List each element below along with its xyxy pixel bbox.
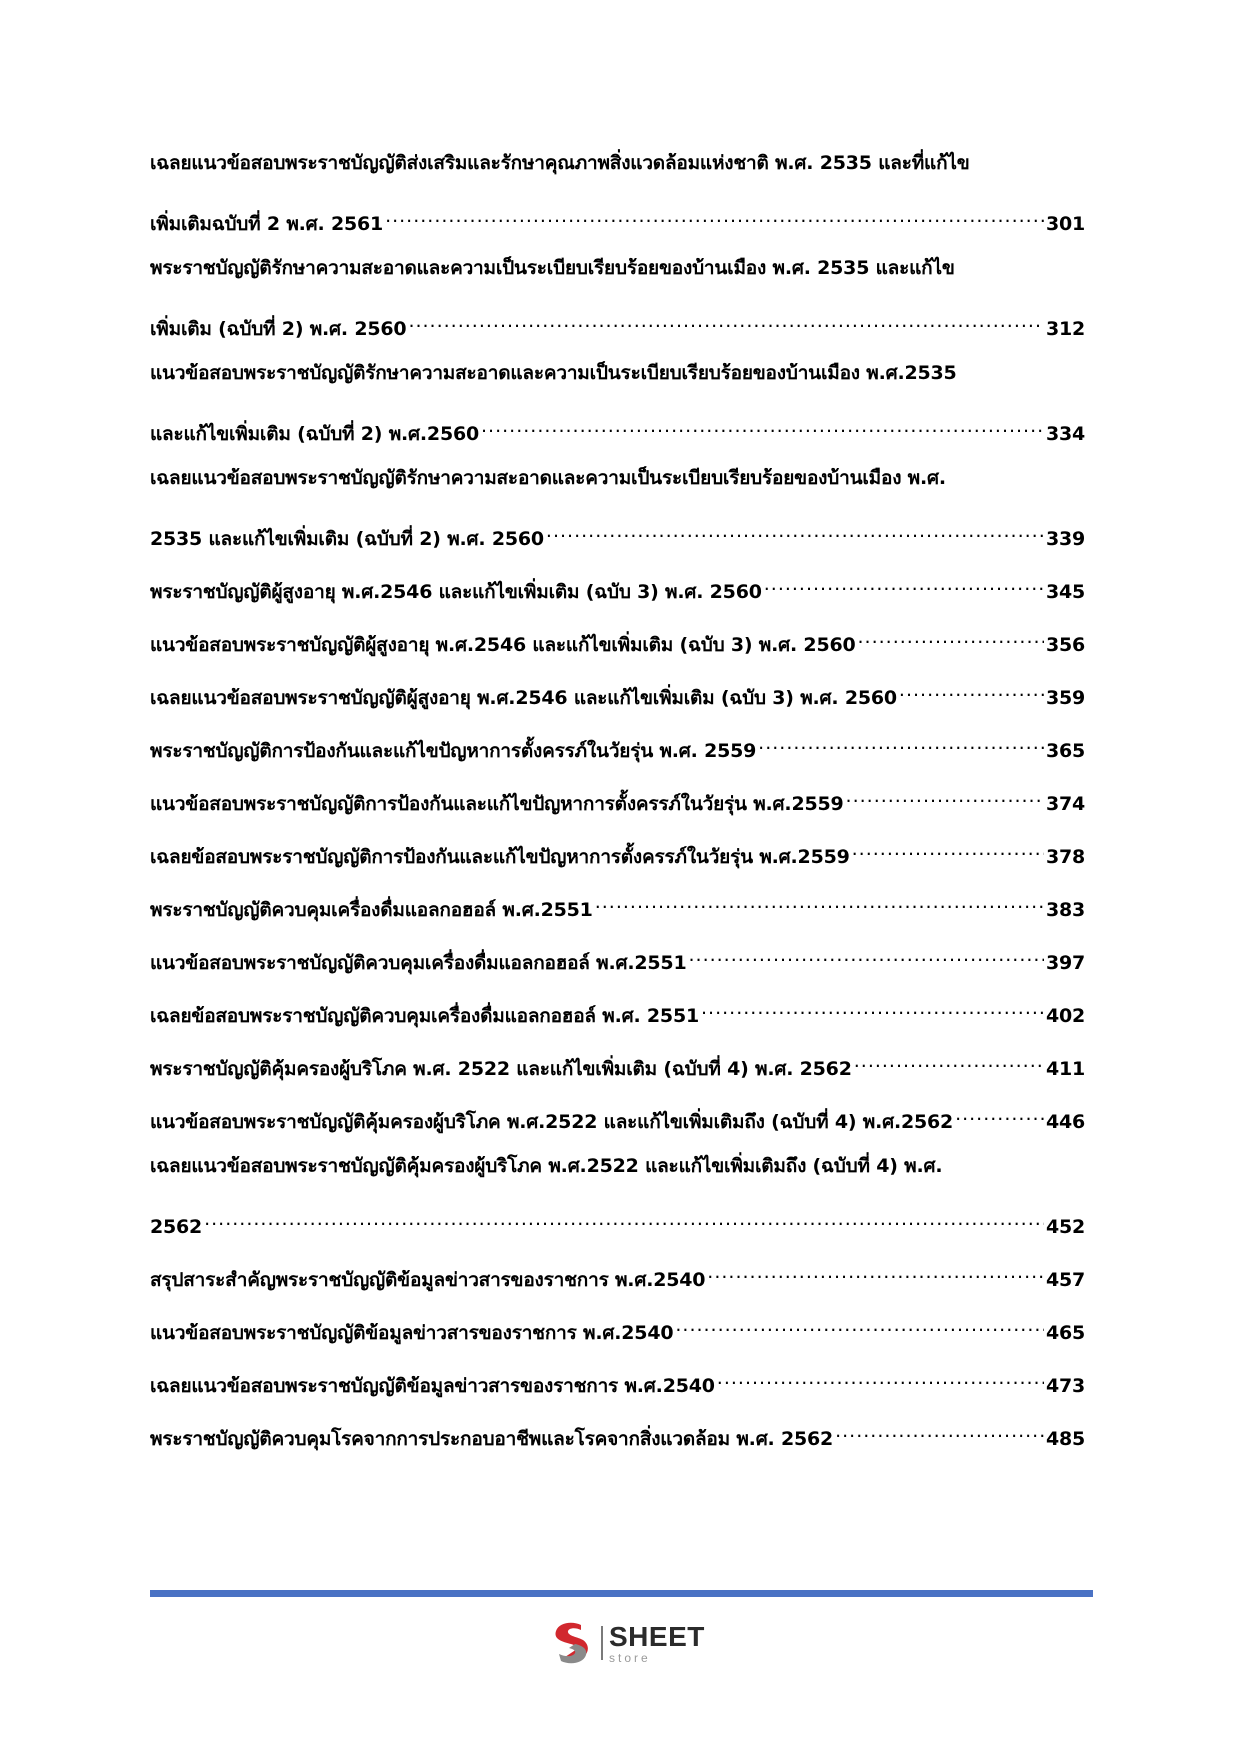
toc-entry[interactable] xyxy=(150,253,1085,340)
dot-leader xyxy=(595,886,1044,916)
dot-leader xyxy=(707,1256,1044,1286)
toc-entry-title-cont: เพิ่มเติมฉบับที่ 2 พ.ศ. 2561 xyxy=(150,213,384,235)
toc-page-number: 473 xyxy=(1045,1375,1085,1397)
logo-sub-text: store xyxy=(609,1650,651,1665)
toc-entry[interactable] xyxy=(150,727,1085,762)
dot-leader xyxy=(701,992,1044,1022)
toc-entry[interactable] xyxy=(150,833,1085,868)
dot-leader xyxy=(546,515,1044,545)
toc-entry[interactable] xyxy=(150,992,1085,1027)
toc-entry-title-cont: และแก้ไขเพิ่มเติม (ฉบับที่ 2) พ.ศ.2560 xyxy=(150,423,480,445)
toc-entry-title: พระราชบัญญัติควบคุมเครื่องดื่มแอลกอฮอล์ พ.ศ.2551 xyxy=(150,899,593,921)
toc-entry-title-cont: 2562 xyxy=(150,1216,203,1238)
toc-entry-title: เฉลยข้อสอบพระราชบัญญัติควบคุมเครื่องดื่มแอลกอฮอล์ พ.ศ. 2551 xyxy=(150,1005,699,1027)
dot-leader xyxy=(899,674,1044,704)
toc-entry-title-cont: 2535 และแก้ไขเพิ่มเติม (ฉบับที่ 2) พ.ศ. 2560 xyxy=(150,528,544,550)
logo-wordmark xyxy=(609,1620,705,1665)
toc-entry-title: แนวข้อสอบพระราชบัญญัติข้อมูลข่าวสารของราชการ พ.ศ.2540 xyxy=(150,1322,674,1344)
toc-entry[interactable] xyxy=(150,1045,1085,1080)
toc-entry[interactable] xyxy=(150,939,1085,974)
toc-page-number: 383 xyxy=(1045,899,1085,921)
toc-page-number: 339 xyxy=(1045,528,1085,550)
toc-page-number: 485 xyxy=(1045,1428,1085,1450)
footer-divider xyxy=(150,1590,1093,1597)
sheet-store-logo xyxy=(545,1615,725,1671)
toc-page-number: 452 xyxy=(1045,1216,1085,1238)
toc-entry[interactable] xyxy=(150,674,1085,709)
toc-page-number: 365 xyxy=(1045,740,1085,762)
dot-leader xyxy=(955,1098,1044,1128)
toc-entry[interactable] xyxy=(150,621,1085,656)
toc-page-number: 345 xyxy=(1045,581,1085,603)
toc-entry[interactable] xyxy=(150,1415,1085,1450)
dot-leader xyxy=(688,939,1043,969)
toc-page-number: 411 xyxy=(1045,1058,1085,1080)
toc-entry-title: พระราชบัญญัติคุ้มครองผู้บริโภค พ.ศ. 2522 และแก้ไขเพิ่มเติม (ฉบับที่ 4) พ.ศ. 2562 xyxy=(150,1058,852,1080)
toc-page-number: 359 xyxy=(1045,687,1085,709)
toc-entry-title: สรุปสาระสำคัญพระราชบัญญัติข้อมูลข่าวสารของราชการ พ.ศ.2540 xyxy=(150,1269,706,1291)
toc-entry-title: พระราชบัญญัติรักษาความสะอาดและความเป็นระเบียบเรียบร้อยของบ้านเมือง พ.ศ. 2535 และแก้ไข xyxy=(150,257,955,279)
toc-page-number: 312 xyxy=(1045,318,1085,340)
toc-entry-title: แนวข้อสอบพระราชบัญญัติการป้องกันและแก้ไขปัญหาการตั้งครรภ์ในวัยรุ่น พ.ศ.2559 xyxy=(150,793,844,815)
toc-entry[interactable] xyxy=(150,358,1085,445)
logo-divider xyxy=(601,1626,603,1660)
toc-entry-title-cont: เพิ่มเติม (ฉบับที่ 2) พ.ศ. 2560 xyxy=(150,318,407,340)
toc-entry-title: เฉลยแนวข้อสอบพระราชบัญญัติคุ้มครองผู้บริโภค พ.ศ.2522 และแก้ไขเพิ่มเติมถึง (ฉบับที่ 4) พ.ศ. xyxy=(150,1155,943,1177)
toc-page-number: 446 xyxy=(1045,1111,1085,1133)
dot-leader xyxy=(758,727,1044,757)
logo-brand-text: SHEET xyxy=(609,1620,705,1652)
dot-leader xyxy=(858,621,1044,651)
toc-entry[interactable] xyxy=(150,148,1085,235)
toc-entry-title: แนวข้อสอบพระราชบัญญัติควบคุมเครื่องดื่มแอลกอฮอล์ พ.ศ.2551 xyxy=(150,952,687,974)
toc-entry-title: แนวข้อสอบพระราชบัญญัติรักษาความสะอาดและความเป็นระเบียบเรียบร้อยของบ้านเมือง พ.ศ.2535 xyxy=(150,362,957,384)
toc-page-number: 356 xyxy=(1045,634,1085,656)
dot-leader xyxy=(852,833,1044,863)
toc-entry[interactable] xyxy=(150,780,1085,815)
toc-page-number: 378 xyxy=(1045,846,1085,868)
toc-page-number: 465 xyxy=(1045,1322,1085,1344)
toc-entry-title: พระราชบัญญัติการป้องกันและแก้ไขปัญหาการตั้งครรภ์ในวัยรุ่น พ.ศ. 2559 xyxy=(150,740,757,762)
toc-entry[interactable] xyxy=(150,1098,1085,1133)
dot-leader xyxy=(408,305,1044,335)
toc-entry[interactable] xyxy=(150,1309,1085,1344)
toc-entry[interactable] xyxy=(150,568,1085,603)
toc-entry-title: เฉลยแนวข้อสอบพระราชบัญญัติส่งเสริมและรักษาคุณภาพสิ่งแวดล้อมแห่งชาติ พ.ศ. 2535 และที่แก้ไข xyxy=(150,152,970,174)
toc-entry[interactable] xyxy=(150,1151,1085,1238)
toc-entry-title: เฉลยแนวข้อสอบพระราชบัญญัติผู้สูงอายุ พ.ศ.2546 และแก้ไขเพิ่มเติม (ฉบับ 3) พ.ศ. 2560 xyxy=(150,687,897,709)
toc-entry[interactable] xyxy=(150,1256,1085,1291)
toc-page-number: 402 xyxy=(1045,1005,1085,1027)
dot-leader xyxy=(846,780,1044,810)
sheet-store-s-icon xyxy=(545,1617,597,1669)
toc-entry[interactable] xyxy=(150,886,1085,921)
toc-entry-title: เฉลยข้อสอบพระราชบัญญัติการป้องกันและแก้ไขปัญหาการตั้งครรภ์ในวัยรุ่น พ.ศ.2559 xyxy=(150,846,850,868)
toc-entry-title: พระราชบัญญัติควบคุมโรคจากการประกอบอาชีพและโรคจากสิ่งแวดล้อม พ.ศ. 2562 xyxy=(150,1428,834,1450)
toc-entry[interactable] xyxy=(150,463,1085,550)
toc-page-number: 334 xyxy=(1045,423,1085,445)
toc-entry-title: พระราชบัญญัติผู้สูงอายุ พ.ศ.2546 และแก้ไขเพิ่มเติม (ฉบับ 3) พ.ศ. 2560 xyxy=(150,581,762,603)
toc-entry[interactable] xyxy=(150,1362,1085,1397)
dot-leader xyxy=(481,410,1044,440)
dot-leader xyxy=(717,1362,1044,1392)
dot-leader xyxy=(854,1045,1044,1075)
toc-page-number: 397 xyxy=(1045,952,1085,974)
table-of-contents xyxy=(150,148,1085,1468)
toc-page-number: 374 xyxy=(1045,793,1085,815)
toc-page-number: 457 xyxy=(1045,1269,1085,1291)
dot-leader xyxy=(675,1309,1044,1339)
toc-entry-title: แนวข้อสอบพระราชบัญญัติผู้สูงอายุ พ.ศ.2546 และแก้ไขเพิ่มเติม (ฉบับ 3) พ.ศ. 2560 xyxy=(150,634,856,656)
toc-entry-title: แนวข้อสอบพระราชบัญญัติคุ้มครองผู้บริโภค พ.ศ.2522 และแก้ไขเพิ่มเติมถึง (ฉบับที่ 4) พ.ศ.2562 xyxy=(150,1111,954,1133)
toc-page-number: 301 xyxy=(1045,213,1085,235)
dot-leader xyxy=(835,1415,1044,1445)
dot-leader xyxy=(385,200,1044,230)
dot-leader xyxy=(764,568,1044,598)
toc-entry-title: เฉลยแนวข้อสอบพระราชบัญญัติรักษาความสะอาดและความเป็นระเบียบเรียบร้อยของบ้านเมือง พ.ศ. xyxy=(150,467,946,489)
dot-leader xyxy=(204,1203,1044,1233)
toc-entry-title: เฉลยแนวข้อสอบพระราชบัญญัติข้อมูลข่าวสารของราชการ พ.ศ.2540 xyxy=(150,1375,715,1397)
